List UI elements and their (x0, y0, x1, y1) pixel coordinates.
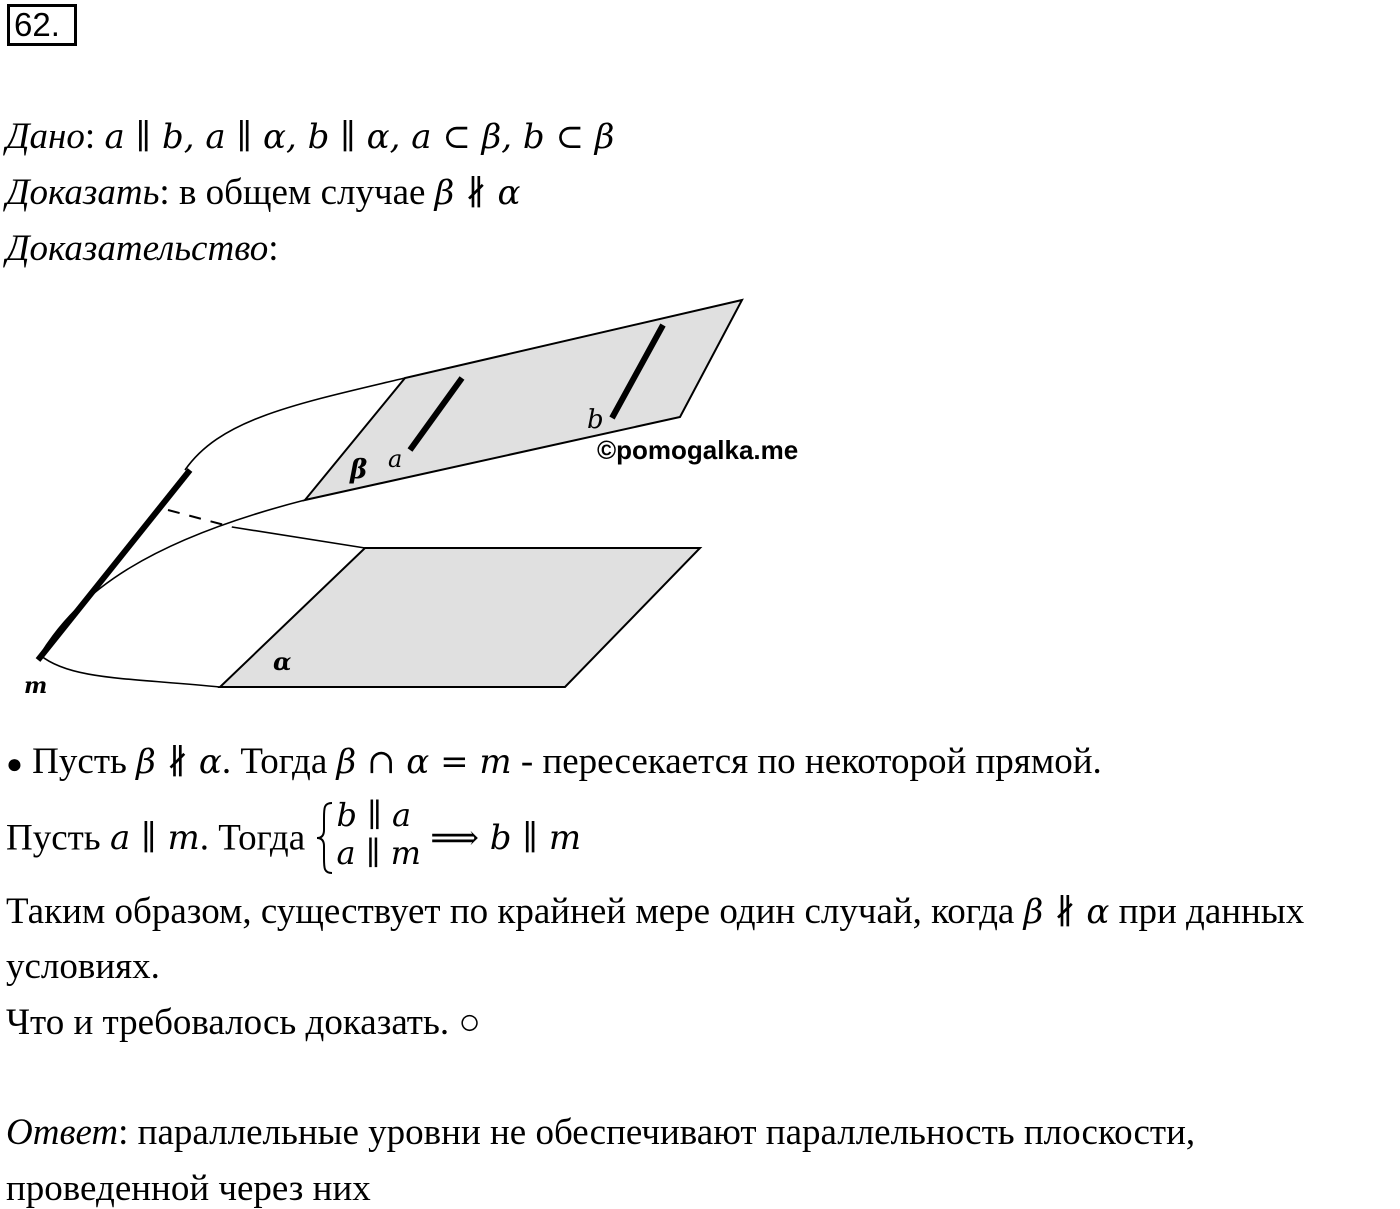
prove-label: Доказать (6, 172, 160, 213)
geometry-diagram (0, 290, 860, 710)
watermark: ©pomogalka.me (597, 435, 799, 465)
step2-expr-1: a ∥ m (109, 818, 200, 858)
proof-label: Доказательство (6, 228, 269, 269)
label-alpha: α (273, 647, 292, 676)
given-line: Дано: a ∥ b, a ∥ α, b ∥ α, a ⊂ β, b ⊂ β (6, 116, 615, 157)
answer-label: Ответ (6, 1112, 119, 1153)
step1-text-2: . Тогда (221, 741, 328, 782)
plane-beta (305, 300, 742, 500)
line-m (38, 470, 190, 660)
answer-text-2: проведенной через них (6, 1168, 371, 1209)
plane-alpha (220, 548, 700, 687)
conclusion-text-2: при данных (1109, 891, 1305, 932)
conclusion-line-2 (6, 948, 160, 985)
label-b: b (587, 405, 604, 435)
system-row-2: a ∥ m (336, 834, 421, 872)
answer-text-1: : параллельные уровни не обеспечивают параллельность плоскости, (118, 1112, 1196, 1153)
step1-expr-1: β ∦ α (136, 742, 222, 782)
prove-line: Доказать: в общем случае β ∦ α (6, 172, 521, 213)
answer-line-2 (6, 1170, 371, 1207)
system-of-relations (336, 796, 421, 872)
curve-bottom (40, 655, 220, 687)
bullet: ● (6, 749, 23, 780)
given-expression: a ∥ b, a ∥ α, b ∥ α, a ⊂ β, b ⊂ β (104, 117, 615, 157)
system-brace (314, 800, 336, 876)
step1-expr-2: β ∩ α = m (336, 742, 512, 782)
conclusion-line-1 (6, 893, 1304, 930)
conclusion-expr: β ∦ α (1023, 892, 1110, 932)
system-row-1: b ∥ a (336, 796, 412, 834)
curve-middle (40, 500, 305, 655)
prove-text: в общем случае (178, 172, 426, 213)
step2-result: ⟹ b ∥ m (430, 818, 582, 858)
answer-line-1 (6, 1114, 1195, 1151)
step2-text-2: . Тогда (199, 817, 306, 859)
qed-text: Что и требовалось доказать. ○ (6, 1002, 481, 1043)
step2-text-1: Пусть (6, 817, 101, 859)
step2-line (6, 796, 582, 876)
label-a: a (388, 445, 403, 473)
step1-line (6, 743, 1102, 780)
proof-line: Доказательство: (6, 228, 279, 269)
given-label: Дано (6, 116, 85, 157)
prove-expression: β ∦ α (434, 173, 521, 213)
problem-number: 62. (7, 4, 77, 46)
label-m: m (24, 673, 48, 699)
conclusion-text-1: Таким образом, существует по крайней мере один случай, когда (6, 891, 1015, 932)
qed-line (6, 1004, 481, 1041)
label-beta: β (350, 455, 368, 485)
intersection-guide (232, 527, 365, 548)
step1-text-1: Пусть (32, 741, 127, 782)
step1-text-3: - пересекается по некоторой прямой. (511, 741, 1102, 782)
conclusion-text-3: условиях. (6, 946, 160, 987)
